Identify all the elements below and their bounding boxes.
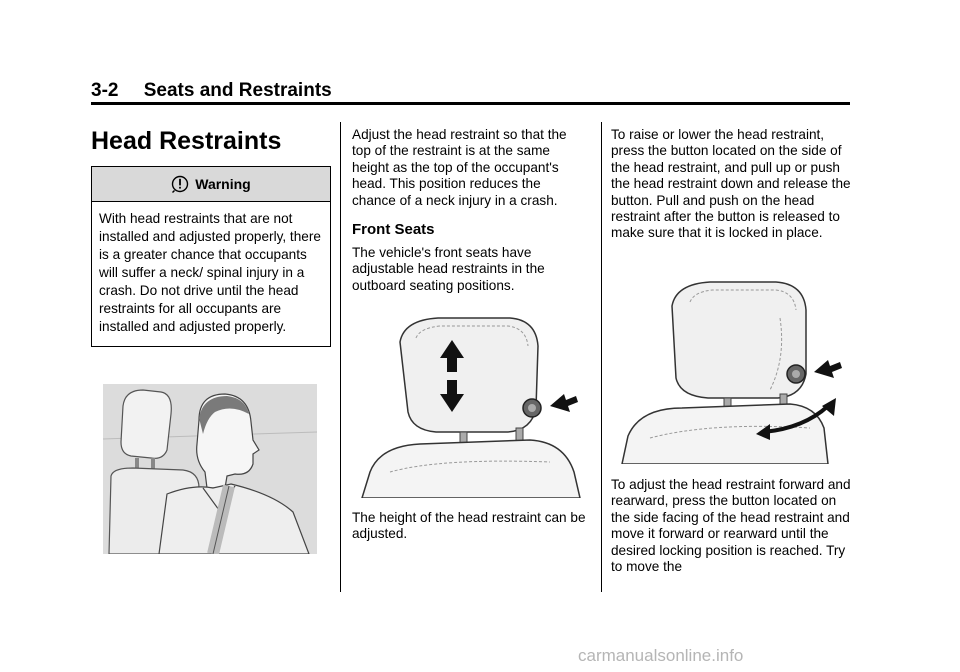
front-seats-paragraph: The vehicle's front seats have adjustable head restraints in the outboard seating positions.: [352, 245, 545, 293]
front-seats-heading: Front Seats: [352, 221, 435, 239]
warning-label: Warning: [195, 176, 251, 192]
page-title: Head Restraints: [91, 127, 282, 155]
intro-paragraph: Adjust the head restraint so that the top of the restraint is at the same height as the top of the occupant's head. This position reduces the chance of a neck injury in a crash.: [352, 127, 567, 208]
running-header: [91, 80, 332, 102]
warning-text: With head restraints that are not installed and adjusted properly, there is a greater chance that occupants will suffer a neck/ spinal injury in a crash. Do not drive until the head restraints for all occupants are installed and adjusted properly.: [99, 211, 321, 334]
header-rule: [91, 102, 850, 105]
watermark: carmanualsonline.info: [578, 646, 744, 665]
column-divider-2: [601, 122, 602, 592]
height-paragraph: The height of the head restraint can be adjusted.: [352, 510, 586, 542]
headrest-height-illustration: [360, 312, 582, 498]
column-2-lower: [352, 510, 588, 543]
column-divider-1: [340, 122, 341, 592]
occupant-seat-illustration: [103, 384, 317, 554]
column-3: [611, 127, 851, 242]
forward-rearward-paragraph: To adjust the head restraint forward and rearward, press the button located on the side facing of the head restraint and move it forward or rearward until the desired locking position is reached. Try to move the: [611, 477, 851, 575]
page-number: 3-2: [91, 80, 119, 101]
headrest-tilt-illustration: [620, 278, 842, 464]
column-1: [91, 126, 331, 347]
warning-box: [91, 166, 331, 347]
column-3-lower: [611, 477, 851, 575]
warning-header: [92, 167, 330, 202]
raise-lower-paragraph: To raise or lower the head restraint, press the button located on the side of the head restraint, and pull up or push the head restraint down and release the button. Pull and push on the head restraint after the button is released to make sure that it is locked in place.: [611, 127, 851, 241]
warning-icon: [171, 175, 189, 193]
section-title: Seats and Restraints: [143, 80, 332, 101]
column-2: [352, 127, 588, 294]
